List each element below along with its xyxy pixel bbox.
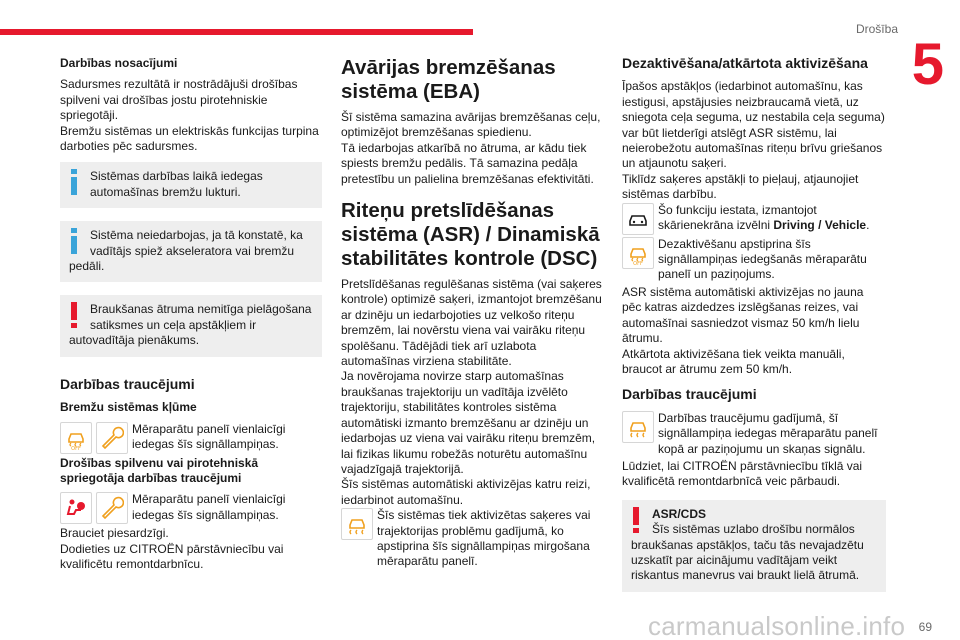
wrench-icon xyxy=(96,422,128,454)
heading-operating-conditions: Darbības nosacījumi xyxy=(60,56,178,70)
heading-deactivation: Dezaktivēšana/atkārtota aktivizēšana xyxy=(622,55,868,71)
warning-note-text: Braukšanas ātruma nemitīga pielāgošana satiksmes un ceļa apstākļiem ir autovadītāja pienākums. xyxy=(69,302,312,348)
esc-icon xyxy=(341,508,373,540)
column-3 xyxy=(622,56,886,605)
wrench-icon xyxy=(96,492,128,524)
warning-icon xyxy=(69,302,79,328)
paragraph: Brauciet piesardzīgi. xyxy=(60,526,169,541)
menu-path: Driving / Vehicle xyxy=(773,218,867,233)
airbag-icon xyxy=(60,492,92,524)
icon-description: Mēraparātu panelī vienlaicīgi iedegas šīs signāllampiņas. xyxy=(132,492,286,522)
icon-row xyxy=(341,508,603,570)
section-label: Drošība xyxy=(855,22,898,36)
heading-brake-fault: Bremžu sistēmas kļūme xyxy=(60,400,197,415)
icon-description: Dezaktivēšanu apstiprina šīs signāllampiņas iedegšanās mēraparātu panelī un paziņojums. xyxy=(658,236,867,282)
info-note-text: Sistēmas darbības laikā iedegas automašīnas bremžu lukturi. xyxy=(90,169,263,199)
icon-description: Mēraparātu panelī vienlaicīgi iedegas šīs signāllampiņas. xyxy=(132,421,286,451)
icon-description xyxy=(658,203,886,234)
heading-asr-dsc: Riteņu pretslīdēšanas sistēma (ASR) / Dinamiskā stabilitātes kontrole (DSC) xyxy=(341,199,600,271)
heading-faults: Darbības traucējumi xyxy=(622,386,757,403)
heading-airbag-fault: Drošības spilvenu vai pirotehniskā spriegotāja darbības traucējumi xyxy=(60,455,259,485)
vehicle-menu-icon xyxy=(622,203,654,235)
icon-row xyxy=(60,492,322,524)
esc-icon xyxy=(622,411,654,443)
column-1 xyxy=(60,56,322,573)
heading-eba: Avārijas bremzēšanas sistēma (EBA) xyxy=(341,56,556,103)
esc-off-icon xyxy=(60,422,92,454)
icon-row xyxy=(622,203,886,235)
icon-row xyxy=(622,411,886,457)
heading-faults: Darbības traucējumi xyxy=(60,375,195,392)
paragraph: Lūdziet, lai CITROËN pārstāvniecību tīklā vai kvalificētā remontdarbnīcā veic pārbaudi. xyxy=(622,458,863,489)
paragraph: Tā iedarbojas atkarībā no ātruma, ar kādu tiek spiests bremžu pedālis. Tā samazina pedāļa pretestību un palielina bremzēšanas efektivitāti. xyxy=(341,140,594,186)
info-note-text: Sistēma neiedarbojas, ja tā konstatē, ka vadītājs spiež akseleratora vai bremžu pedāli. xyxy=(69,228,303,274)
paragraph: Atkārtota aktivizēšana tiek veikta manuāli, braucot ar ātrumu zem 50 km/h. xyxy=(622,346,845,376)
paragraph: Bremžu sistēmas un elektriskās funkcijas turpina darboties pēc sadursmes. xyxy=(60,123,319,154)
warning-note xyxy=(622,500,886,592)
esc-off-icon xyxy=(622,237,654,269)
chapter-number: 5 xyxy=(911,32,944,97)
warning-note-title: ASR/CDS xyxy=(652,506,707,521)
info-icon xyxy=(69,228,79,254)
paragraph: Šī sistēma samazina avārijas bremzēšanas ceļu, optimizējot bremzēšanas spiedienu. xyxy=(341,110,601,140)
paragraph: Pretslīdēšanas regulēšanas sistēma (vai saķeres kontrole) optimizē saķeri, izmantojot bremzēšanu ar dzinēju un iedarbojoties uz velkošo riteņu bremzēm, lai novērstu viena vai vairāku riteņu spolēšanu. Tādējādi tiek arī uzlabota automašīnas virziena stabilitāte. xyxy=(341,277,602,369)
paragraph: Ja novērojama novirze starp automašīnas braukšanas trajektoriju un vadītāja izvēlēto trajektoriju, stabilitātes kontroles sistēma automātiski izmanto bremzēšanu ar dzinēju un iedarbojas uz viena vai vairāku riteņu bremzēm, lai fizikas likumu robežās noturētu automašīnu vajadzīgajā trajektorijā. xyxy=(341,369,596,476)
watermark: carmanualsonline.info xyxy=(648,611,906,640)
column-2 xyxy=(341,56,603,572)
paragraph: ASR sistēma automātiski aktivizējas no jauna pēc katras aizdedzes izslēgšanas reizes, vai automašīnai sasniedzot vismaz 50 km/h lielu ātrumu. xyxy=(622,284,864,346)
paragraph: Dodieties uz CITROËN pārstāvniecību vai kvalificētu remontdarbnīcu. xyxy=(60,541,284,572)
icon-description: Šīs sistēmas tiek aktivizētas saķeres vai trajektorijas problēmu gadījumā, ko apstiprina šīs signāllampiņas mirgošana mēraparātu panelī. xyxy=(377,508,591,569)
warning-icon xyxy=(631,507,641,533)
paragraph: Šīs sistēmas automātiski aktivizējas katru reizi, iedarbinot automašīnu. xyxy=(341,477,591,507)
page-number: 69 xyxy=(918,620,932,634)
warning-note xyxy=(60,295,322,356)
paragraph: Īpašos apstākļos (iedarbinot automašīnu, kas iestigusi, apstājusies neizbraucamā vietā, uz sniegota ceļa seguma, uz nestabila ceļa seguma) var būt lietderīgi atslēgt ASR sistēmu, lai neierobežotu automašīnas riteņu brīvu griešanos un atjaunotu saķeri. xyxy=(622,79,885,171)
icon-description-text: . xyxy=(866,218,870,233)
info-note xyxy=(60,162,322,208)
paragraph: Sadursmes rezultātā ir nostrādājuši drošības spilveni vai drošības jostu pirotehniskie spriegotāji. xyxy=(60,77,298,123)
svg-text:OFF: OFF xyxy=(71,445,81,450)
header-accent-bar xyxy=(0,29,473,35)
icon-row xyxy=(60,422,322,454)
svg-text:OFF: OFF xyxy=(633,260,643,265)
info-icon xyxy=(69,169,79,195)
warning-note-text: Šīs sistēmas uzlabo drošību normālos braukšanas apstākļos, taču tās nevajadzētu uzskatīt par aicinājumu vadītājam veikt riskantus manevrus vai braukt lielā ātrumā. xyxy=(631,522,864,583)
icon-row xyxy=(622,237,886,283)
info-note xyxy=(60,221,322,282)
icon-description: Darbības traucējumu gadījumā, šī signāllampiņa iedegas mēraparātu panelī kopā ar paziņojumu un skaņas signālu. xyxy=(658,410,878,456)
paragraph: Tiklīdz saķeres apstākļi to pieļauj, atjaunojiet sistēmas darbību. xyxy=(622,171,859,202)
icon-description-text: Šo funkciju iestata, izmantojot skārienekrāna izvēlni xyxy=(658,202,817,233)
